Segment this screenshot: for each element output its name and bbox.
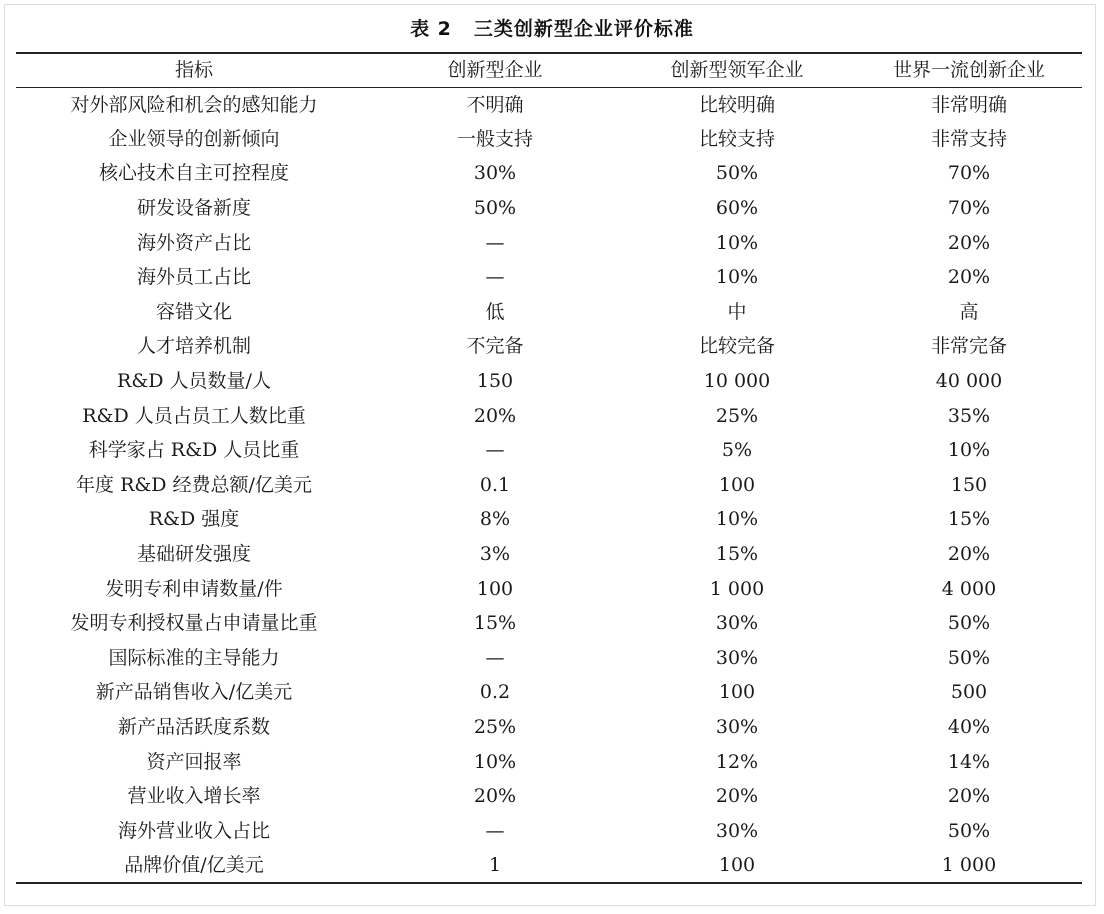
table-row — [16, 156, 1082, 191]
table-row — [16, 468, 1082, 503]
innovative-enterprise-cell: 100 — [476, 577, 514, 600]
indicator-cell: 海外员工占比 — [136, 266, 251, 289]
table-row — [16, 710, 1082, 745]
indicator-cell: 发明专利申请数量/件 — [105, 577, 283, 600]
table-row — [16, 779, 1082, 814]
world-class-enterprise-cell: 非常完备 — [930, 335, 1007, 358]
table-row — [16, 744, 1082, 779]
table-body — [16, 87, 1082, 883]
table-row — [16, 122, 1082, 157]
table-row — [16, 537, 1082, 572]
header-innovative-enterprise: 创新型企业 — [372, 53, 618, 87]
innovative-enterprise-cell: — — [485, 819, 505, 842]
world-class-enterprise-cell: 50% — [947, 612, 991, 635]
world-class-enterprise-cell: 35% — [947, 404, 991, 427]
leading-enterprise-cell: 100 — [718, 681, 756, 704]
innovative-enterprise-cell: 30% — [473, 162, 517, 185]
innovative-enterprise-cell: 低 — [485, 300, 505, 323]
leading-enterprise-cell: 30% — [715, 646, 759, 669]
table-row — [16, 641, 1082, 676]
leading-enterprise-cell: 30% — [715, 715, 759, 738]
world-class-enterprise-cell: 70% — [947, 162, 991, 185]
indicator-cell: R&D 人员占员工人数比重 — [82, 404, 306, 427]
table-title: 三类创新型企业评价标准 — [473, 18, 694, 40]
innovative-enterprise-cell: 8% — [479, 508, 511, 531]
leading-enterprise-cell: 15% — [715, 543, 759, 566]
world-class-enterprise-cell: 4 000 — [941, 577, 997, 600]
leading-enterprise-cell: 比较完备 — [698, 335, 775, 358]
leading-enterprise-cell: 12% — [715, 750, 759, 773]
leading-enterprise-cell: 5% — [721, 439, 753, 462]
table-row — [16, 848, 1082, 883]
world-class-enterprise-cell: 40 000 — [935, 370, 1003, 393]
indicator-cell: 海外资产占比 — [136, 231, 251, 254]
indicator-cell: 人才培养机制 — [136, 335, 251, 358]
indicator-cell: R&D 人员数量/人 — [117, 370, 271, 393]
leading-enterprise-cell: 中 — [727, 300, 747, 323]
world-class-enterprise-cell: 500 — [950, 681, 988, 704]
indicator-cell: 企业领导的创新倾向 — [108, 127, 280, 150]
evaluation-standards-table — [16, 52, 1082, 884]
header-world-class-innovative-enterprise: 世界一流创新企业 — [856, 53, 1082, 87]
leading-enterprise-cell: 50% — [715, 162, 759, 185]
table-row — [16, 502, 1082, 537]
table-row — [16, 675, 1082, 710]
indicator-cell: 年度 R&D 经费总额/亿美元 — [76, 473, 312, 496]
leading-enterprise-cell: 比较明确 — [698, 93, 775, 116]
indicator-cell: 资产回报率 — [146, 750, 242, 773]
indicator-cell: 科学家占 R&D 人员比重 — [88, 439, 300, 462]
innovative-enterprise-cell: 25% — [473, 715, 517, 738]
table-row — [16, 571, 1082, 606]
leading-enterprise-cell: 比较支持 — [698, 127, 775, 150]
world-class-enterprise-cell: 20% — [947, 785, 991, 808]
world-class-enterprise-cell: 70% — [947, 197, 991, 220]
world-class-enterprise-cell: 20% — [947, 231, 991, 254]
innovative-enterprise-cell: 不完备 — [466, 335, 524, 358]
indicator-cell: 核心技术自主可控程度 — [98, 162, 289, 185]
world-class-enterprise-cell: 14% — [947, 750, 991, 773]
innovative-enterprise-cell: 不明确 — [466, 93, 524, 116]
leading-enterprise-cell: 10% — [715, 266, 759, 289]
innovative-enterprise-cell: 20% — [473, 785, 517, 808]
leading-enterprise-cell: 100 — [718, 473, 756, 496]
innovative-enterprise-cell: 150 — [476, 370, 514, 393]
leading-enterprise-cell: 10% — [715, 231, 759, 254]
indicator-cell: 国际标准的主导能力 — [108, 646, 280, 669]
indicator-cell: 发明专利授权量占申请量比重 — [70, 612, 318, 635]
world-class-enterprise-cell: 10% — [947, 439, 991, 462]
indicator-cell: 营业收入增长率 — [127, 785, 261, 808]
innovative-enterprise-cell: — — [485, 439, 505, 462]
innovative-enterprise-cell: 20% — [473, 404, 517, 427]
innovative-enterprise-cell: 一般支持 — [456, 127, 533, 150]
innovative-enterprise-cell: 50% — [473, 197, 517, 220]
header-leading-innovative-enterprise: 创新型领军企业 — [618, 53, 856, 87]
table-row — [16, 813, 1082, 848]
header-indicator: 指标 — [16, 53, 372, 87]
table-caption — [0, 14, 1104, 41]
indicator-cell: R&D 强度 — [148, 508, 240, 531]
leading-enterprise-cell: 100 — [618, 848, 856, 883]
world-class-enterprise-cell: 50% — [947, 646, 991, 669]
table-number: 表 2 — [410, 18, 452, 40]
table-row — [16, 260, 1082, 295]
indicator-cell: 容错文化 — [155, 300, 232, 323]
world-class-enterprise-cell: 高 — [959, 300, 979, 323]
innovative-enterprise-cell: 0.2 — [479, 681, 511, 704]
world-class-enterprise-cell: 20% — [947, 266, 991, 289]
innovative-enterprise-cell: 1 — [372, 848, 618, 883]
table-row — [16, 364, 1082, 399]
indicator-cell: 基础研发强度 — [136, 543, 251, 566]
indicator-cell: 新产品活跃度系数 — [117, 715, 270, 738]
leading-enterprise-cell: 10% — [715, 508, 759, 531]
innovative-enterprise-cell: — — [485, 646, 505, 669]
table-row — [16, 329, 1082, 364]
leading-enterprise-cell: 1 000 — [709, 577, 765, 600]
table-row — [16, 191, 1082, 226]
innovative-enterprise-cell: 3% — [479, 543, 511, 566]
innovative-enterprise-cell: 10% — [473, 750, 517, 773]
leading-enterprise-cell: 30% — [715, 612, 759, 635]
world-class-enterprise-cell: 150 — [950, 473, 988, 496]
table-row — [16, 225, 1082, 260]
world-class-enterprise-cell: 非常明确 — [930, 93, 1007, 116]
table-row — [16, 433, 1082, 468]
table-row — [16, 295, 1082, 330]
table-row — [16, 606, 1082, 641]
innovative-enterprise-cell: — — [485, 266, 505, 289]
indicator-cell: 研发设备新度 — [136, 197, 251, 220]
indicator-cell: 品牌价值/亿美元 — [16, 848, 372, 883]
world-class-enterprise-cell: 非常支持 — [930, 127, 1007, 150]
innovative-enterprise-cell: 0.1 — [479, 473, 511, 496]
leading-enterprise-cell: 60% — [715, 197, 759, 220]
table-row — [16, 87, 1082, 122]
world-class-enterprise-cell: 50% — [947, 819, 991, 842]
indicator-cell: 对外部风险和机会的感知能力 — [70, 93, 318, 116]
leading-enterprise-cell: 10 000 — [703, 370, 771, 393]
header-row — [16, 53, 1082, 87]
leading-enterprise-cell: 20% — [715, 785, 759, 808]
indicator-cell: 新产品销售收入/亿美元 — [95, 681, 293, 704]
world-class-enterprise-cell: 15% — [947, 508, 991, 531]
indicator-cell: 海外营业收入占比 — [117, 819, 270, 842]
leading-enterprise-cell: 30% — [715, 819, 759, 842]
innovative-enterprise-cell: — — [485, 231, 505, 254]
world-class-enterprise-cell: 40% — [947, 715, 991, 738]
world-class-enterprise-cell: 1 000 — [856, 848, 1082, 883]
innovative-enterprise-cell: 15% — [473, 612, 517, 635]
table-row — [16, 398, 1082, 433]
leading-enterprise-cell: 25% — [715, 404, 759, 427]
world-class-enterprise-cell: 20% — [947, 543, 991, 566]
